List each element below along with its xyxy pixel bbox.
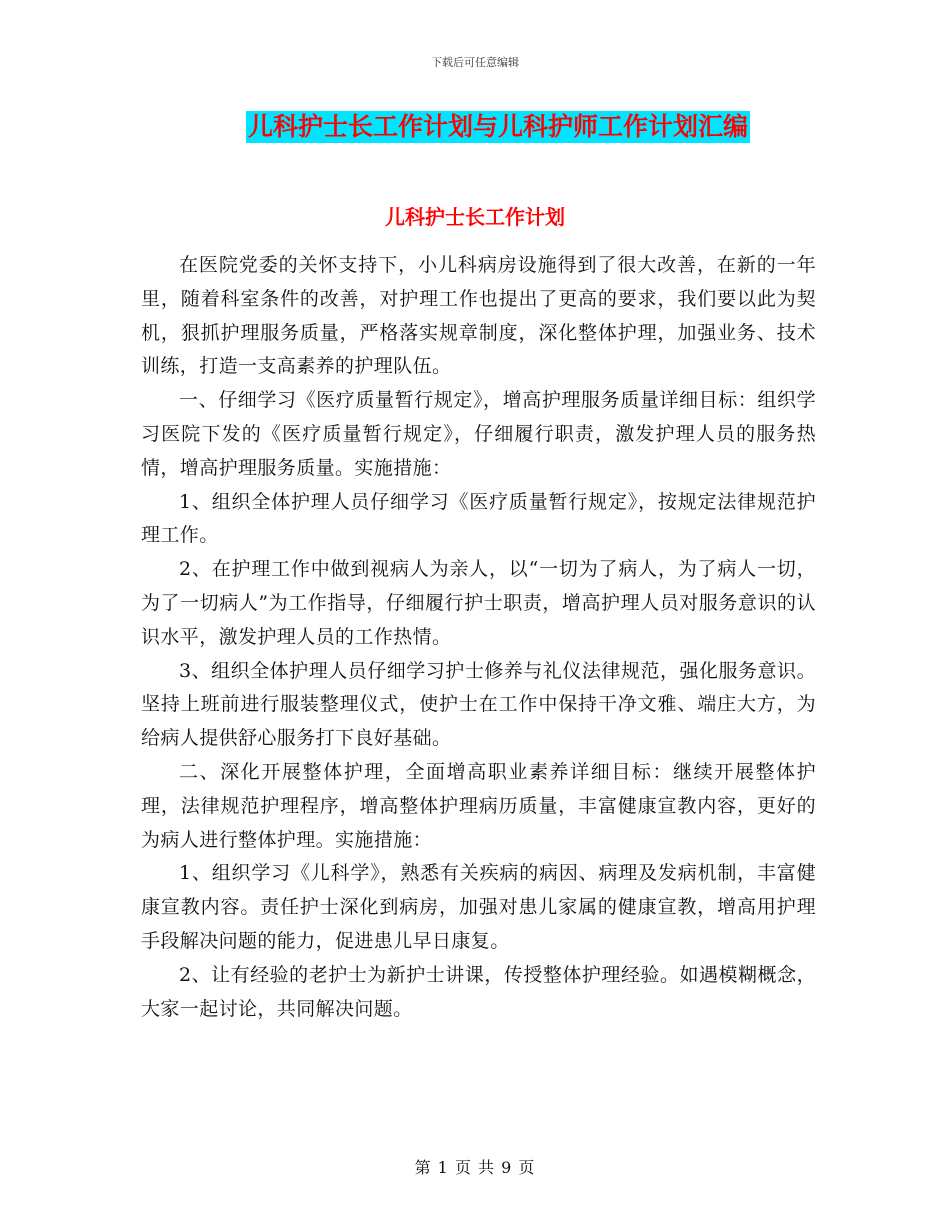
paragraph-measure-2-2: 2、让有经验的老护士为新护士讲课，传授整体护理经验。如遇模糊概念，大家一起讨论，共同解决问题。: [141, 963, 816, 1020]
paragraph-section-one: 一、仔细学习《医疗质量暂行规定》，增高护理服务质量详细目标：组织学习医院下发的《医疗质量暂行规定》，仔细履行职责，激发护理人员的服务热情，增高护理服务质量。实施措施：: [141, 389, 816, 479]
paragraph-intro: 在医院党委的关怀支持下，小儿科病房设施得到了很大改善，在新的一年里，随着科室条件的改善，对护理工作也提出了更高的要求，我们要以此为契机，狠抓护理服务质量，严格落实规章制度，深化整体护理，加强业务、技术训练，打造一支高素养的护理队伍。: [141, 254, 816, 378]
paragraph-measure-2: 2、在护理工作中做到视病人为亲人，以“一切为了病人，为了病人一切，为了一切病人”为工作指导，仔细履行护士职责，增高护理人员对服务意识的认识水平，激发护理人员的工作热情。: [141, 558, 816, 648]
main-title-container: [0, 111, 950, 143]
paragraph-measure-3: 3、组织全体护理人员仔细学习护士修养与礼仪法律规范，强化服务意识。坚持上班前进行服装整理仪式，使护士在工作中保持干净文雅、端庄大方，为给病人提供舒心服务打下良好基础。: [141, 659, 816, 750]
section-title: 儿科护士长工作计划: [385, 205, 565, 229]
paragraph-section-two: 二、深化开展整体护理，全面增高职业素养详细目标：继续开展整体护理，法律规范护理程序，增高整体护理病历质量，丰富健康宣教内容，更好的为病人进行整体护理。实施措施：: [141, 760, 816, 851]
paragraph-measure-2-1: 1、组织学习《儿科学》，熟悉有关疾病的病因、病理及发病机制，丰富健康宣教内容。责任护士深化到病房，加强对患儿家属的健康宣教，增高用护理手段解决问题的能力，促进患儿早日康复。: [141, 862, 816, 952]
main-title: 儿科护士长工作计划与儿科护师工作计划汇编: [247, 112, 748, 141]
paragraph-measure-1: 1、组织全体护理人员仔细学习《医疗质量暂行规定》，按规定法律规范护理工作。: [141, 490, 816, 547]
header-note: 下载后可任意编辑: [431, 56, 519, 69]
document-body: [141, 249, 816, 1026]
page-footer: 第 1 页 共 9 页: [414, 1158, 536, 1177]
